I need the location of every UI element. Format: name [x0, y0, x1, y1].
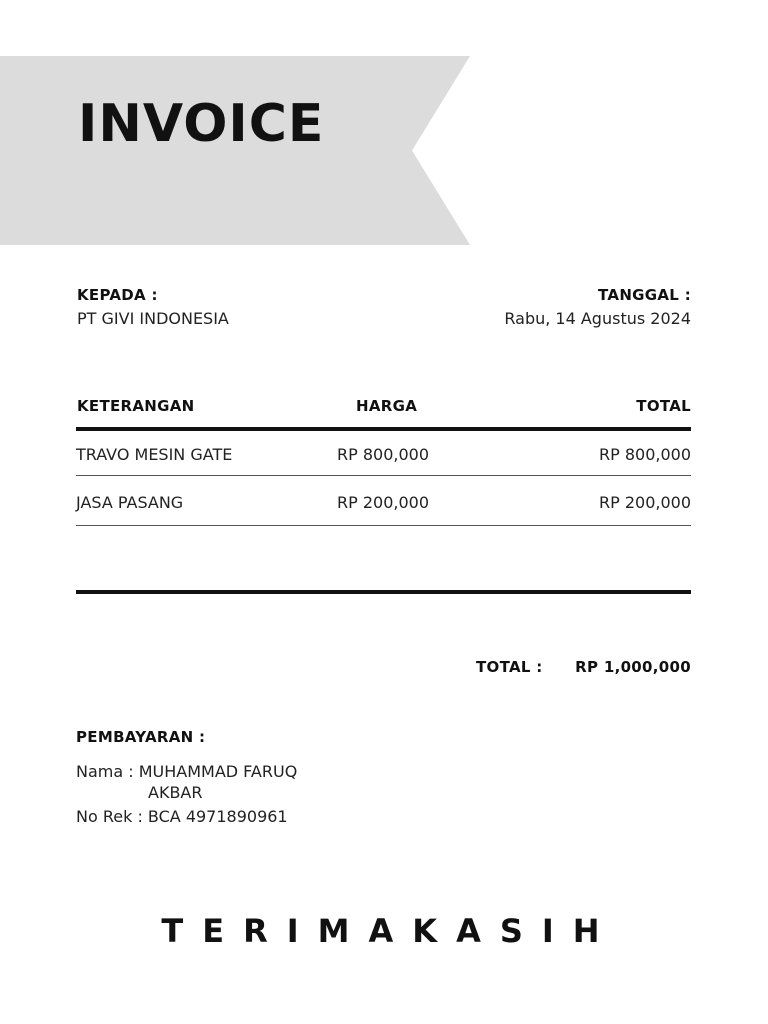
recipient-label: KEPADA : [77, 286, 158, 304]
table-header-divider [76, 427, 691, 431]
thank-you-text: TERIMAKASIH [161, 912, 619, 950]
payment-account: No Rek : BCA 4971890961 [76, 807, 288, 826]
row-total: RP 800,000 [598, 445, 691, 464]
payment-name-continued: AKBAR [148, 783, 203, 802]
row-price: RP 200,000 [337, 493, 430, 512]
column-header-description: KETERANGAN [77, 397, 195, 415]
row-price: RP 800,000 [337, 445, 430, 464]
date-label: TANGGAL : [598, 286, 691, 304]
table-footer-divider [76, 590, 691, 594]
date-value: Rabu, 14 Agustus 2024 [504, 309, 691, 328]
recipient-name: PT GIVI INDONESIA [77, 309, 229, 328]
grand-total-label: TOTAL : [476, 658, 543, 676]
payment-label: PEMBAYARAN : [76, 728, 206, 746]
payment-name: Nama : MUHAMMAD FARUQ [76, 762, 298, 781]
row-description: JASA PASANG [76, 493, 184, 512]
row-total: RP 200,000 [598, 493, 691, 512]
row-description: TRAVO MESIN GATE [76, 445, 233, 464]
row-divider [76, 525, 691, 526]
row-divider [76, 475, 691, 476]
grand-total-value: RP 1,000,000 [575, 658, 691, 676]
invoice-title: INVOICE [78, 94, 325, 154]
column-header-total: TOTAL [636, 397, 691, 415]
column-header-price: HARGA [356, 397, 418, 415]
